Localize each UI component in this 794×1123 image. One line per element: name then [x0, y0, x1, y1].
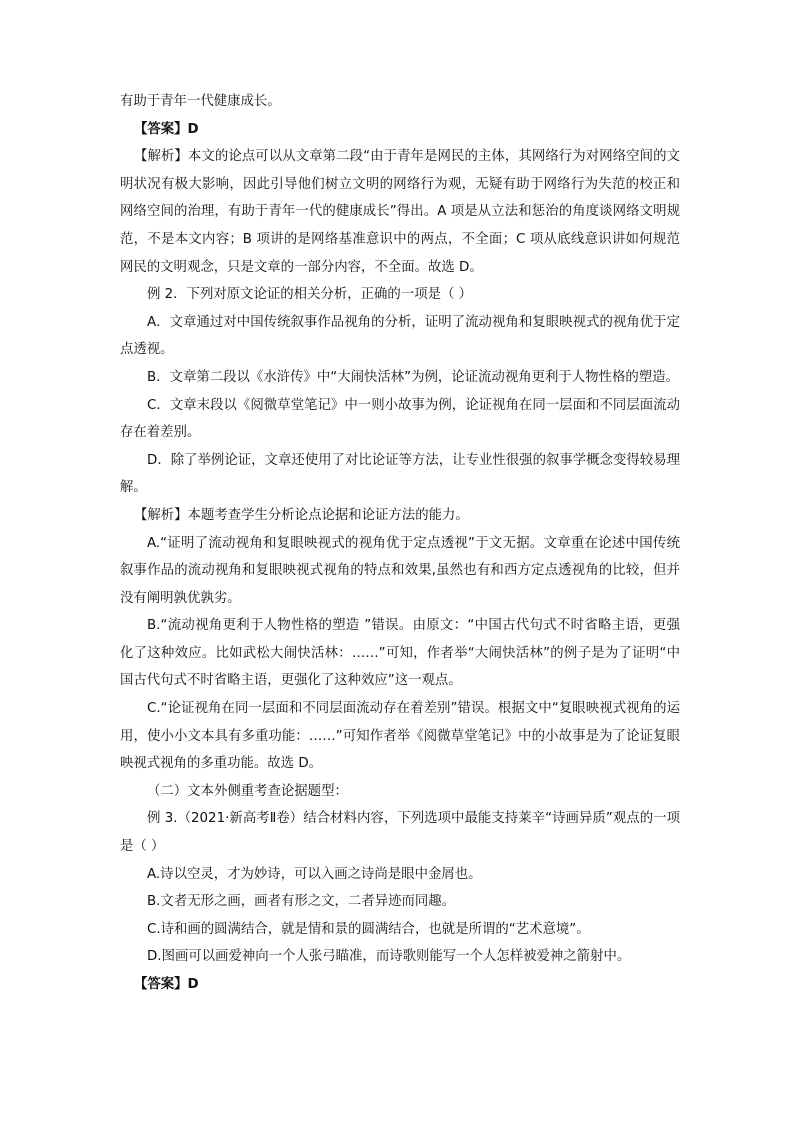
analysis-intro: 【解析】本题考查学生分析论点论据和论证方法的能力。: [134, 507, 469, 523]
option-c: C．文章末段以《阅微草堂笔记》中一则小故事为例，论证视角在同一层面和不同层面流动存在着差别。: [120, 397, 680, 441]
paragraph-continuation: 有助于青年一代健康成长。: [120, 94, 281, 109]
option-b: B.文者无形之画，画者有形之文，二者异迹而同趣。: [147, 894, 456, 910]
analysis-c: C.“论证视角在同一层面和不同层面流动存在着差别”错误。根据文中“复眼映视式视角的运用，使小小文本具有多重功能：……”可知作者举《阅微草堂笔记》中的小故事是为了论证复眼映视式视角的多重功能。故选 D。: [120, 701, 680, 772]
example-question: 例 3.（2021·新高考Ⅱ卷）结合材料内容，下列选项中最能支持莱辛“诗画异质”观点的一项是（ ）: [120, 811, 680, 855]
option-a: A．文章通过对中国传统叙事作品视角的分析，证明了流动视角和复眼映视式的视角优于定点透视。: [120, 314, 680, 358]
option-a: A.诗以空灵，才为妙诗，可以入画之诗尚是眼中金屑也。: [147, 866, 482, 882]
answer-label: 【答案】D: [134, 121, 199, 137]
analysis-paragraph: 【解析】本文的论点可以从文章第二段“由于青年是网民的主体，其网络行为对网络空间的文明状况有极大影响，因此引导他们树立文明的网络行为观，无疑有助于网络行为失范的校正和网络空间的治理，有助于青年一代的健康成长”得出。A 项是从立法和惩治的角度谈网络文明规范，不是本文内容；B 项讲的是网络基准意识中的两点，不全面；C 项从底线意识讲如何规范网民的文明观念，只是文章的一部分内容，不全面。故选 D。: [120, 149, 680, 275]
section-heading: （二）文本外侧重考查论据题型：: [147, 783, 348, 799]
option-d: D.图画可以画爱神向一个人张弓瞄准，而诗歌则能写一个人怎样被爱神之箭射中。: [147, 949, 631, 965]
answer-label: 【答案】D: [134, 977, 199, 992]
option-d: D．除了举例论证，文章还使用了对比论证等方法，让专业性很强的叙事学概念变得较易理解。: [120, 452, 680, 496]
option-c: C.诗和画的圆满结合，就是情和景的圆满结合，也就是所谓的“艺术意境”。: [147, 921, 590, 937]
document-page: [120, 88, 680, 999]
analysis-b: B.“流动视角更利于人物性格的塑造 ”错误。由原文：“中国古代句式不时省略主语，更强化了这种效应。比如武松大闹快活林：……”可知，作者举“大闹快活林”的例子是为了证明“中国古代句式不时省略主语，更强化了这种效应”这一观点。: [120, 618, 680, 689]
option-b: B．文章第二段以《水浒传》中“大闹快活林”为例，论证流动视角更利于人物性格的塑造。: [147, 369, 679, 385]
example-question: 例 2．下列对原文论证的相关分析，正确的一项是（ ）: [147, 287, 473, 303]
analysis-a: A.“证明了流动视角和复眼映视式的视角优于定点透视”于文无据。文章重在论述中国传统叙事作品的流动视角和复眼映视式视角的特点和效果,虽然也有和西方定点透视角的比较，但并没有阐明孰优孰劣。: [120, 535, 680, 606]
